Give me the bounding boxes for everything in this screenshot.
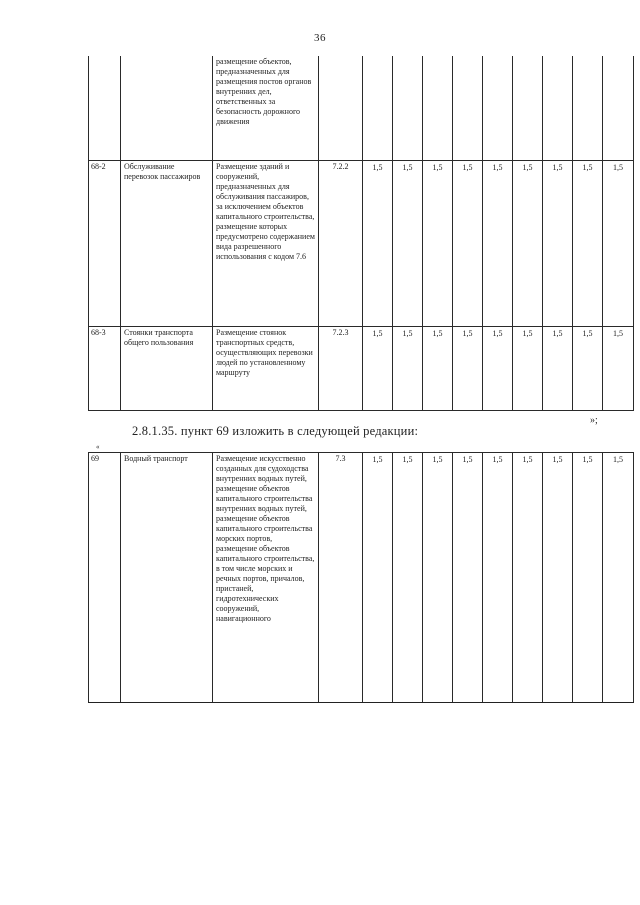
closing-quote-mark: »; xyxy=(590,415,598,426)
value-cell xyxy=(513,56,543,160)
table-row xyxy=(89,56,634,160)
value-cell: 1,5 xyxy=(363,453,393,703)
value-cell: 1,5 xyxy=(453,326,483,410)
value-cell: 1,5 xyxy=(483,453,513,703)
value-cell xyxy=(393,56,423,160)
row-description: Размещение стоянок транспортных средств, осуществляющих перевозки людей по установленному маршруту xyxy=(213,326,319,410)
value-cell: 1,5 xyxy=(423,160,453,326)
row-description: Размещение зданий и сооружений, предназначенных для обслуживания пассажиров, за исключением объектов капитального строительства, размещение которых предусмотрено содержанием вида разрешенного использования с кодом 7.6 xyxy=(213,160,319,326)
value-cell: 1,5 xyxy=(573,326,603,410)
value-cell: 1,5 xyxy=(603,453,634,703)
value-cell: 1,5 xyxy=(513,160,543,326)
value-cell: 1,5 xyxy=(423,453,453,703)
page-number: 36 xyxy=(314,32,326,44)
row-name xyxy=(121,56,213,160)
regulations-table-bottom xyxy=(88,452,634,703)
value-cell: 1,5 xyxy=(453,160,483,326)
row-name: Обслуживание перевозок пассажиров xyxy=(121,160,213,326)
value-cell: 1,5 xyxy=(393,453,423,703)
table-row xyxy=(89,453,634,703)
value-cell xyxy=(543,56,573,160)
value-cell xyxy=(423,56,453,160)
row-code: 68-3 xyxy=(89,326,121,410)
value-cell xyxy=(363,56,393,160)
amendment-heading: 2.8.1.35. пункт 69 изложить в следующей редакции: xyxy=(132,424,419,438)
row-description: размещение объектов, предназначенных для размещения постов органов внутренних дел, ответственных за безопасность дорожного движения xyxy=(213,56,319,160)
row-code: 69 xyxy=(89,453,121,703)
value-cell: 1,5 xyxy=(393,326,423,410)
row-code xyxy=(89,56,121,160)
value-cell: 1,5 xyxy=(513,453,543,703)
value-cell xyxy=(573,56,603,160)
value-cell: 1,5 xyxy=(453,453,483,703)
value-cell: 1,5 xyxy=(543,326,573,410)
value-cell: 1,5 xyxy=(573,453,603,703)
value-cell: 1,5 xyxy=(543,160,573,326)
value-cell: 1,5 xyxy=(423,326,453,410)
table-row xyxy=(89,160,634,326)
table-row xyxy=(89,326,634,410)
opening-quote-mark: « xyxy=(96,443,100,451)
value-cell: 1,5 xyxy=(573,160,603,326)
value-cell: 1,5 xyxy=(603,160,634,326)
value-cell: 1,5 xyxy=(483,160,513,326)
regulations-table-top xyxy=(88,56,634,411)
row-classifier-code xyxy=(319,56,363,160)
value-cell: 1,5 xyxy=(363,326,393,410)
row-name: Стоянки транспорта общего пользования xyxy=(121,326,213,410)
row-description: Размещение искусственно созданных для судоходства внутренних водных путей, размещение объектов капитального строительства внутренних водных путей, размещение объектов капитального строительства морских портов, размещение объектов капитального строительства, в том числе морских и речных портов, причалов, пристаней, гидротехнических сооружений, навигационного xyxy=(213,453,319,703)
value-cell: 1,5 xyxy=(513,326,543,410)
value-cell: 1,5 xyxy=(543,453,573,703)
value-cell xyxy=(453,56,483,160)
row-classifier-code: 7.2.2 xyxy=(319,160,363,326)
row-classifier-code: 7.2.3 xyxy=(319,326,363,410)
row-name: Водный транспорт xyxy=(121,453,213,703)
value-cell xyxy=(603,56,634,160)
row-code: 68-2 xyxy=(89,160,121,326)
row-classifier-code: 7.3 xyxy=(319,453,363,703)
value-cell: 1,5 xyxy=(363,160,393,326)
value-cell: 1,5 xyxy=(483,326,513,410)
value-cell: 1,5 xyxy=(393,160,423,326)
value-cell xyxy=(483,56,513,160)
value-cell: 1,5 xyxy=(603,326,634,410)
